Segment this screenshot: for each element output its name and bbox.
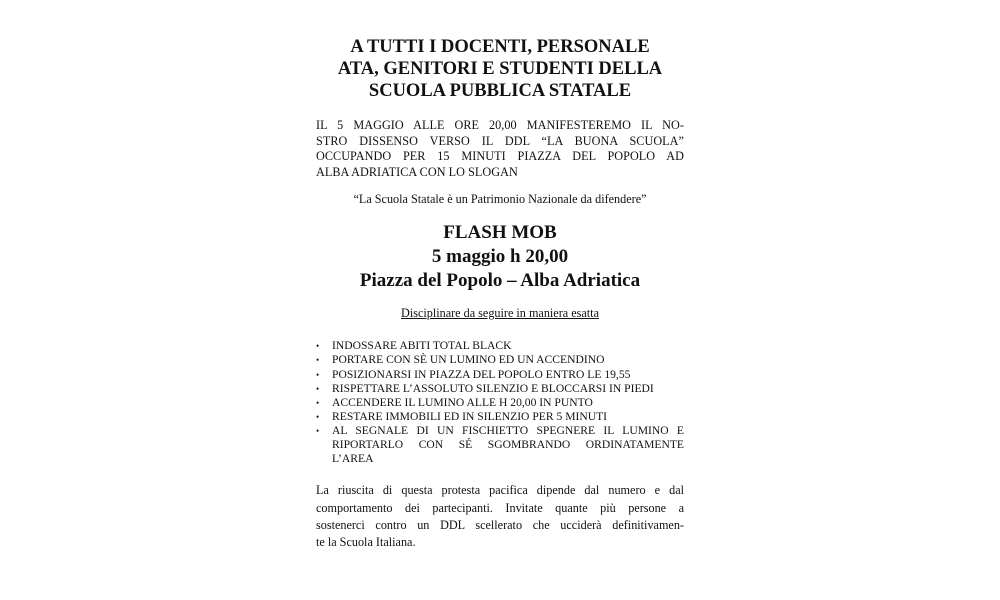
bullet-icon: • [316,411,320,422]
closing-line: te la Scuola Italiana. [316,535,416,550]
flyer-content [316,36,684,552]
rules-list [316,339,684,466]
rule-text: ACCENDERE IL LUMINO ALLE H 20,00 IN PUNTO [332,395,593,409]
rule-item [316,410,684,424]
bullet-icon: • [316,397,320,408]
closing-paragraph [316,482,684,552]
intro-line: ALBA ADRIATICA CON LO SLOGAN [316,164,518,179]
rule-item [316,368,684,382]
bullet-icon: • [316,369,320,380]
rule-text: RISPETTARE L’ASSOLUTO SILENZIO E BLOCCARSI IN PIEDI [332,381,654,395]
event-block [316,221,684,293]
rule-item [316,396,684,410]
closing-line: comportamento dei partecipanti. Invitate quante più persone a [316,500,684,515]
event-name: FLASH MOB [443,222,557,244]
intro-line: STRO DISSENSO VERSO IL DDL “LA BUONA SCUOLA” [316,133,684,148]
headline-line: SCUOLA PUBBLICA STATALE [368,81,632,101]
closing-line: La riuscita di questa protesta pacifica dipende dal numero e dal [316,483,684,498]
closing-line: sostenerci contro un DDL scellerato che ucciderà definitivamen- [316,518,684,533]
rule-item [316,339,684,353]
rule-text-line: RIPORTARLO CON SÉ SGOMBRANDO ORDINATAMENTE [332,438,684,452]
slogan: “La Scuola Statale è un Patrimonio Nazionale da difendere” [353,192,647,207]
rule-text: PORTARE CON SÈ UN LUMINO ED UN ACCENDINO [332,353,605,367]
event-datetime: 5 maggio h 20,00 [431,246,569,268]
rule-text: POSIZIONARSI IN PIAZZA DEL POPOLO ENTRO LE 19,55 [332,367,631,381]
rule-item [316,382,684,396]
rules-title [316,305,684,321]
bullet-icon: • [316,355,320,366]
bullet-icon: • [316,425,320,436]
rule-item [316,424,684,466]
headline-line: ATA, GENITORI E STUDENTI DELLA [337,59,663,79]
headline-line: A TUTTI I DOCENTI, PERSONALE [350,37,650,57]
headline [316,36,684,102]
event-place: Piazza del Popolo – Alba Adriatica [359,270,641,292]
rule-text: INDOSSARE ABITI TOTAL BLACK [332,339,512,353]
rule-text: RESTARE IMMOBILI ED IN SILENZIO PER 5 MINUTI [332,409,608,423]
bullet-icon: • [316,383,320,394]
rule-text-line: L’AREA [332,452,374,466]
bullet-icon: • [316,341,320,352]
rule-item [316,353,684,367]
rules-title-text: Disciplinare da seguire in maniera esatta [401,306,599,321]
intro-paragraph [316,118,684,180]
intro-line: OCCUPANDO PER 15 MINUTI PIAZZA DEL POPOLO AD [316,149,684,164]
rule-text-line: AL SEGNALE DI UN FISCHIETTO SPEGNERE IL LUMINO E [332,423,684,437]
intro-line: IL 5 MAGGIO ALLE ORE 20,00 MANIFESTEREMO IL NO- [316,118,684,132]
